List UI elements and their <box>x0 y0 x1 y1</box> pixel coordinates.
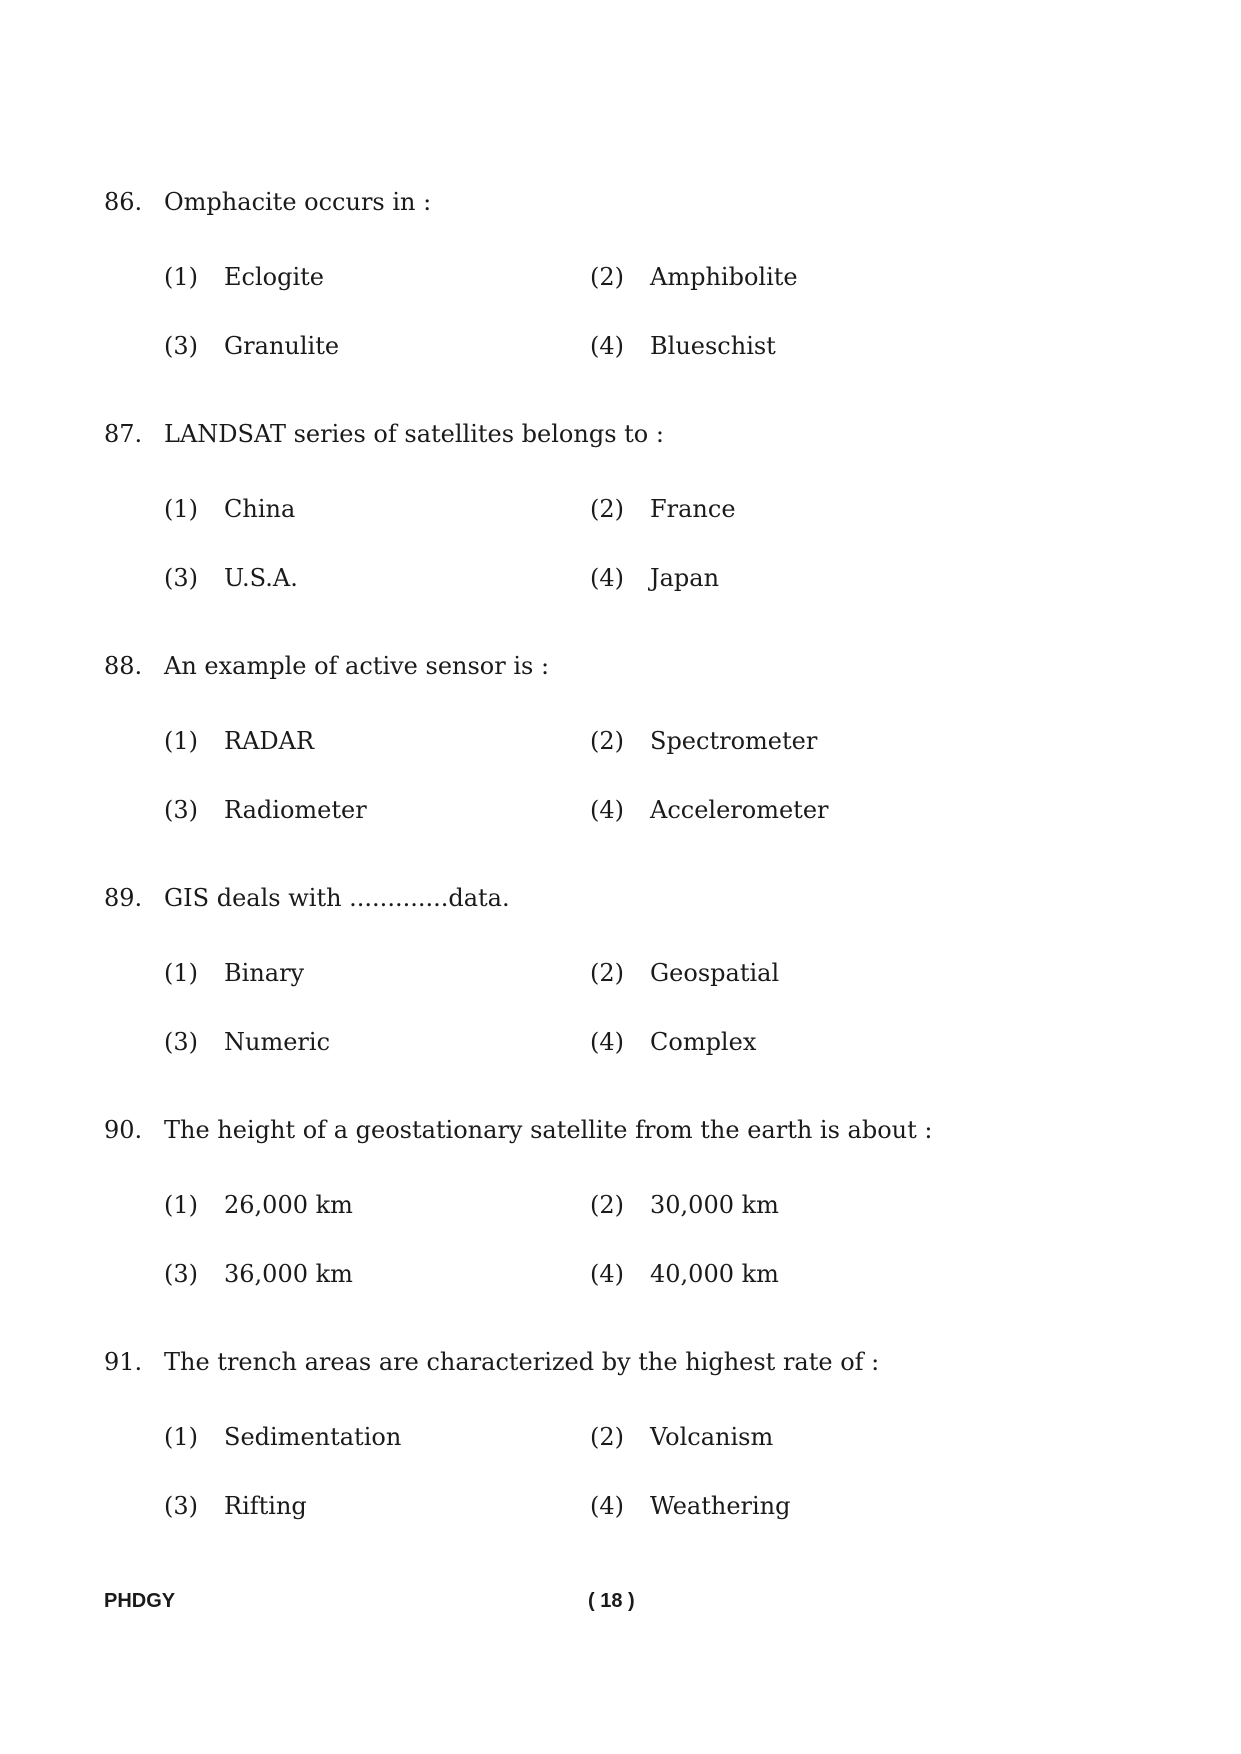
option-2 <box>590 489 1010 529</box>
option-4 <box>590 1022 1010 1062</box>
page-number: ( 18 ) <box>588 1590 635 1612</box>
option-4 <box>590 326 1010 366</box>
option-text: 26,000 km <box>224 1191 353 1219</box>
option-number: (3) <box>164 1260 198 1288</box>
option-number: (3) <box>164 1028 198 1056</box>
option-number: (3) <box>164 332 198 360</box>
option-number: (1) <box>164 727 198 755</box>
question-number: 88. <box>104 652 143 680</box>
option-3 <box>164 790 584 830</box>
option-3 <box>164 1022 584 1062</box>
question-87 <box>0 414 1241 644</box>
option-number: (2) <box>590 727 624 755</box>
option-number: (1) <box>164 1423 198 1451</box>
option-4 <box>590 1254 1010 1294</box>
option-text: China <box>224 495 296 523</box>
option-text: Sedimentation <box>224 1423 402 1451</box>
question-text: LANDSAT series of satellites belongs to : <box>164 420 664 448</box>
option-number: (3) <box>164 796 198 824</box>
option-text: Japan <box>650 564 720 592</box>
paper-code: PHDGY <box>104 1590 176 1612</box>
question-stem <box>0 878 1241 918</box>
option-2 <box>590 1417 1010 1457</box>
question-stem <box>0 1110 1241 1150</box>
question-text: The height of a geostationary satellite from the earth is about : <box>164 1116 933 1144</box>
option-text: Volcanism <box>650 1423 774 1451</box>
option-text: Accelerometer <box>650 796 829 824</box>
option-number: (3) <box>164 1492 198 1520</box>
option-2 <box>590 721 1010 761</box>
option-number: (4) <box>590 1028 624 1056</box>
option-3 <box>164 558 584 598</box>
question-86 <box>0 182 1241 412</box>
question-90 <box>0 1110 1241 1340</box>
question-91 <box>0 1342 1241 1572</box>
option-number: (1) <box>164 959 198 987</box>
option-2 <box>590 257 1010 297</box>
option-number: (4) <box>590 564 624 592</box>
question-stem <box>0 182 1241 222</box>
option-number: (2) <box>590 263 624 291</box>
option-number: (2) <box>590 1423 624 1451</box>
option-number: (1) <box>164 1191 198 1219</box>
option-text: Granulite <box>224 332 340 360</box>
question-text: Omphacite occurs in : <box>164 188 432 216</box>
option-4 <box>590 1486 1010 1526</box>
question-number: 86. <box>104 188 143 216</box>
question-number: 89. <box>104 884 143 912</box>
option-3 <box>164 1254 584 1294</box>
option-1 <box>164 489 584 529</box>
option-2 <box>590 1185 1010 1225</box>
option-text: Radiometer <box>224 796 367 824</box>
option-number: (1) <box>164 263 198 291</box>
option-text: Weathering <box>650 1492 791 1520</box>
option-text: Binary <box>224 959 305 987</box>
option-4 <box>590 790 1010 830</box>
option-text: U.S.A. <box>224 564 298 592</box>
option-text: RADAR <box>224 727 315 755</box>
option-3 <box>164 1486 584 1526</box>
option-3 <box>164 326 584 366</box>
option-number: (2) <box>590 959 624 987</box>
option-text: Geospatial <box>650 959 780 987</box>
option-text: 30,000 km <box>650 1191 779 1219</box>
option-text: Eclogite <box>224 263 324 291</box>
question-stem <box>0 414 1241 454</box>
option-1 <box>164 257 584 297</box>
option-text: 40,000 km <box>650 1260 779 1288</box>
option-1 <box>164 1185 584 1225</box>
question-89 <box>0 878 1241 1108</box>
option-4 <box>590 558 1010 598</box>
option-1 <box>164 1417 584 1457</box>
option-text: France <box>650 495 736 523</box>
question-number: 87. <box>104 420 143 448</box>
question-number: 91. <box>104 1348 143 1376</box>
option-number: (4) <box>590 1492 624 1520</box>
question-text: The trench areas are characterized by the highest rate of : <box>164 1348 880 1376</box>
option-1 <box>164 953 584 993</box>
option-number: (2) <box>590 495 624 523</box>
option-number: (4) <box>590 332 624 360</box>
question-text: An example of active sensor is : <box>164 652 550 680</box>
option-text: Spectrometer <box>650 727 818 755</box>
option-text: Complex <box>650 1028 757 1056</box>
option-number: (3) <box>164 564 198 592</box>
option-number: (4) <box>590 796 624 824</box>
option-number: (2) <box>590 1191 624 1219</box>
option-text: Amphibolite <box>650 263 798 291</box>
option-text: Numeric <box>224 1028 331 1056</box>
option-text: Blueschist <box>650 332 776 360</box>
option-2 <box>590 953 1010 993</box>
option-number: (4) <box>590 1260 624 1288</box>
question-88 <box>0 646 1241 876</box>
question-stem <box>0 646 1241 686</box>
question-text: GIS deals with .............data. <box>164 884 510 912</box>
option-number: (1) <box>164 495 198 523</box>
question-stem <box>0 1342 1241 1382</box>
option-text: Rifting <box>224 1492 307 1520</box>
option-text: 36,000 km <box>224 1260 353 1288</box>
question-number: 90. <box>104 1116 143 1144</box>
option-1 <box>164 721 584 761</box>
